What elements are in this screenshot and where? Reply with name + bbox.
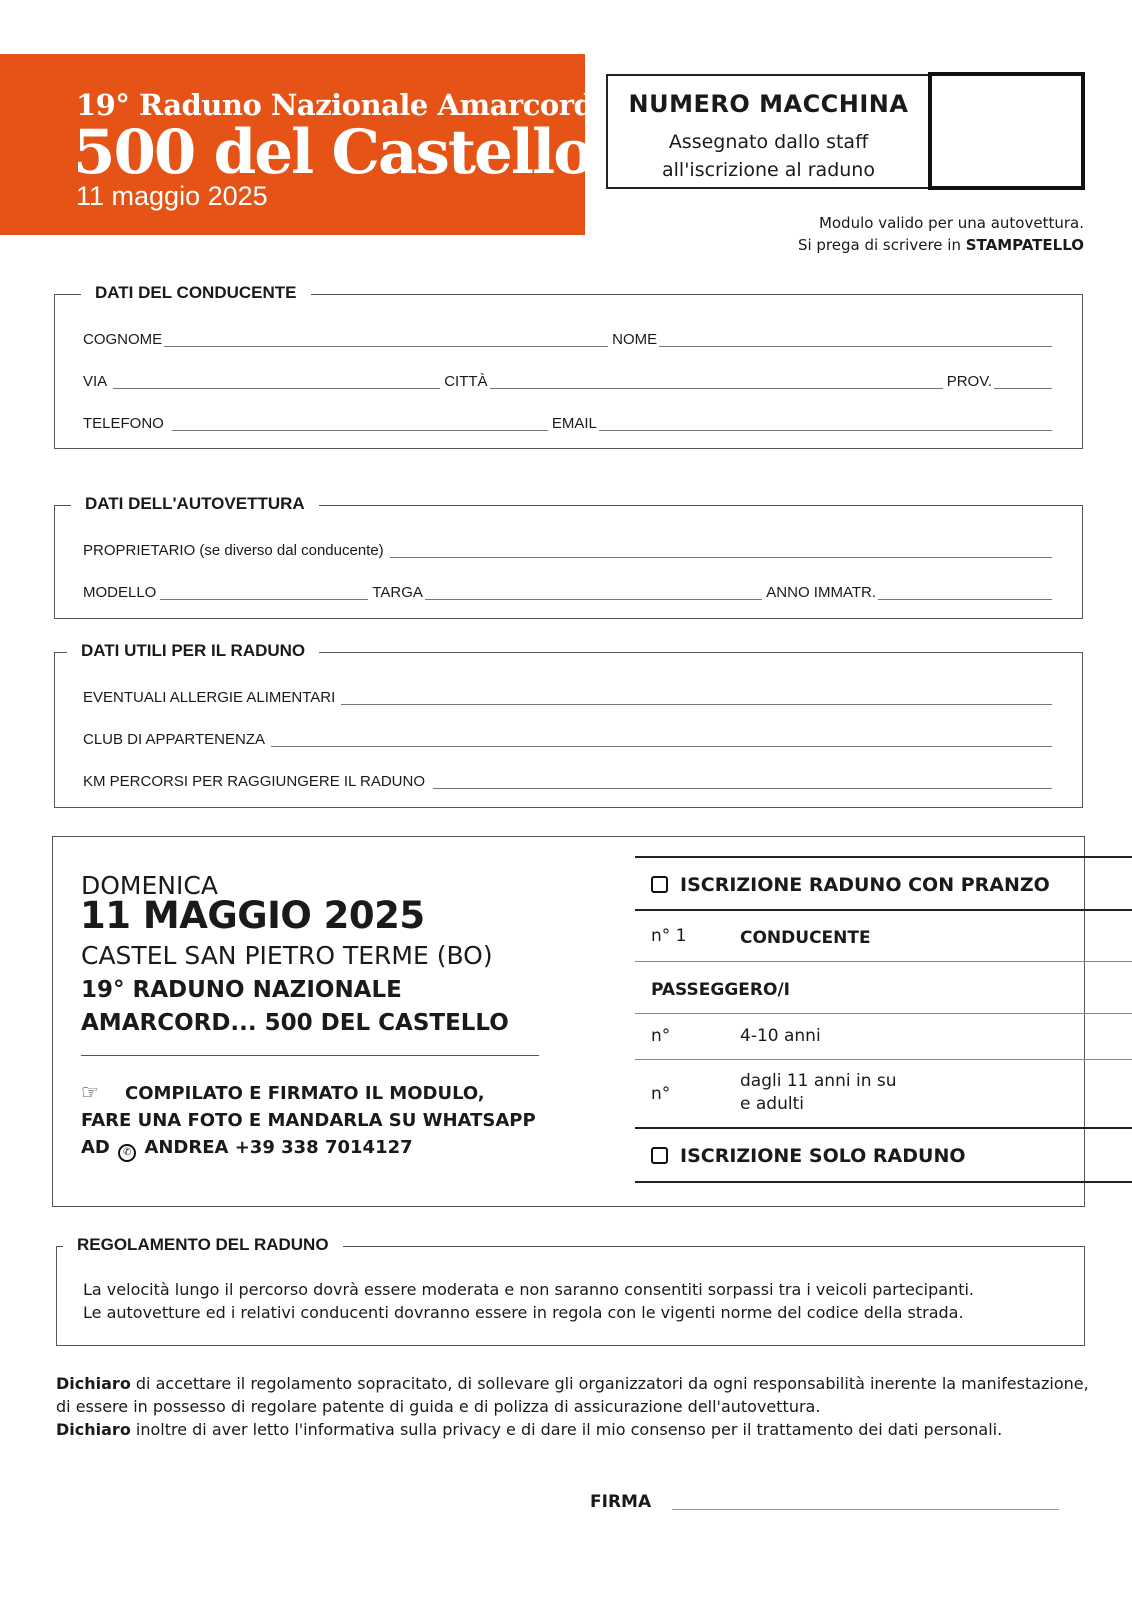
dichiarazione-line1: di accettare il regolamento sopracitato, di sollevare gli organizzatori da ogni responsabilità inerente la manifestazione, <box>130 1374 1089 1393</box>
section-utili-legend: DATI UTILI PER IL RADUNO <box>67 641 319 661</box>
passeggeri-4-10-label: 4-10 anni <box>740 1026 821 1046</box>
proprietario-label: PROPRIETARIO (se diverso dal conducente) <box>83 542 384 559</box>
row-contatti <box>83 409 1052 433</box>
telefono-field[interactable] <box>172 430 548 431</box>
dichiarazione-line3: inoltre di aver letto l'informativa sulla privacy e di dare il mio consenso per il trattamento dei dati personali. <box>130 1420 1003 1439</box>
dichiaro-1: Dichiaro <box>56 1374 131 1393</box>
targa-field[interactable] <box>425 599 762 600</box>
anno-field[interactable] <box>878 599 1052 600</box>
whatsapp-contact: ANDREA +39 338 7014127 <box>144 1137 413 1158</box>
via-field[interactable] <box>113 388 440 389</box>
dichiarazione-line2: di essere in possesso di regolare patente di guida e di polizza di assicurazione dell'autovettura. <box>56 1397 821 1416</box>
event-date-large: 11 MAGGIO 2025 <box>80 894 425 937</box>
email-label: EMAIL <box>551 415 597 432</box>
modello-label: MODELLO <box>83 584 157 601</box>
prov-label: PROV. <box>946 373 992 390</box>
event-name <box>81 974 509 1040</box>
club-label: CLUB DI APPARTENENZA <box>83 731 265 748</box>
section-utili <box>54 641 1083 808</box>
nome-field[interactable] <box>659 346 1052 347</box>
section-regolamento-legend: REGOLAMENTO DEL RADUNO <box>63 1235 343 1255</box>
km-label: KM PERCORSI PER RAGGIUNGERE IL RADUNO <box>83 773 425 790</box>
proprietario-field[interactable] <box>390 557 1052 558</box>
note-stampatello: STAMPATELLO <box>965 236 1084 254</box>
km-field[interactable] <box>433 788 1052 789</box>
telefono-label: TELEFONO <box>83 415 164 432</box>
note-line2 <box>798 234 1084 256</box>
regolamento-line2: Le autovetture ed i relativi conducenti dovranno essere in regola con le vigenti norme del codice della strada. <box>83 1303 964 1322</box>
prov-field[interactable] <box>994 388 1052 389</box>
instructions <box>81 1079 536 1162</box>
conducente-label: CONDUCENTE <box>740 928 871 948</box>
option-solo-raduno[interactable] <box>651 1145 966 1167</box>
numero-macchina-field[interactable] <box>928 72 1085 190</box>
note-line1: Modulo valido per una autovettura. <box>818 214 1084 232</box>
passeggeri-adulti-label <box>740 1070 897 1116</box>
citta-field[interactable] <box>490 388 943 389</box>
cognome-field[interactable] <box>164 346 608 347</box>
email-field[interactable] <box>599 430 1052 431</box>
note-line2-prefix: Si prega di scrivere in <box>797 236 966 254</box>
instructions-line2: FARE UNA FOTO E MANDARLA SU WHATSAPP <box>81 1110 536 1131</box>
dichiaro-2: Dichiaro <box>56 1420 131 1439</box>
passeggeri-adulti-count[interactable]: n° <box>651 1084 671 1104</box>
allergie-field[interactable] <box>341 704 1052 705</box>
divider <box>81 1055 539 1056</box>
regolamento-text <box>83 1278 974 1324</box>
numero-macchina-box <box>606 74 929 189</box>
club-field[interactable] <box>271 746 1052 747</box>
option-solo-raduno-label: ISCRIZIONE SOLO RADUNO <box>680 1145 966 1167</box>
section-conducente-legend: DATI DEL CONDUCENTE <box>81 283 311 303</box>
numero-macchina-line2: all'iscrizione al raduno <box>662 159 875 181</box>
pointing-hand-icon: ☞ <box>81 1080 99 1104</box>
event-date: 11 maggio 2025 <box>76 181 268 211</box>
row-km <box>83 767 1052 791</box>
instructions-line3-prefix: AD <box>81 1137 110 1158</box>
option-raduno-pranzo[interactable] <box>651 874 1050 896</box>
numero-macchina-line1: Assegnato dallo staff <box>668 131 869 153</box>
targa-label: TARGA <box>372 584 423 601</box>
row-allergie <box>83 683 1052 707</box>
passeggeri-4-10-count[interactable]: n° <box>651 1026 671 1046</box>
regolamento-line1: La velocità lungo il percorso dovrà essere moderata e non saranno consentiti sorpassi tra i veicoli partecipanti. <box>83 1280 975 1299</box>
event-day: DOMENICA <box>81 871 218 900</box>
modello-field[interactable] <box>160 599 368 600</box>
event-subtitle: 19° Raduno Nazionale Amarcord <box>76 88 594 122</box>
row-proprietario <box>83 536 1052 560</box>
option-raduno-pranzo-label: ISCRIZIONE RADUNO CON PRANZO <box>680 874 1050 896</box>
form-note <box>798 212 1084 256</box>
citta-label: CITTÀ <box>444 373 488 390</box>
conducente-count: n° 1 <box>651 926 687 946</box>
passeggeri-label: PASSEGGERO/I <box>651 980 790 1000</box>
row-veicolo <box>83 578 1052 602</box>
passeggeri-adulti-line1: dagli 11 anni in su <box>740 1071 897 1091</box>
whatsapp-icon: ✆ <box>118 1144 136 1162</box>
numero-macchina-note <box>608 128 929 184</box>
event-title: 500 del Castello <box>73 117 592 188</box>
section-autovettura-legend: DATI DELL'AUTOVETTURA <box>71 494 319 514</box>
firma-field[interactable] <box>672 1509 1059 1510</box>
numero-macchina-title: NUMERO MACCHINA <box>628 90 909 118</box>
row-indirizzo <box>83 367 1052 391</box>
nome-label: NOME <box>612 331 658 348</box>
event-name-line2: AMARCORD... 500 DEL CASTELLO <box>81 1010 509 1036</box>
checkbox-icon[interactable] <box>651 876 668 893</box>
section-autovettura <box>54 494 1083 619</box>
row-club <box>83 725 1052 749</box>
via-label: VIA <box>83 373 108 390</box>
section-conducente <box>54 283 1083 449</box>
row-cognome-nome <box>83 325 1052 349</box>
event-name-line1: 19° RADUNO NAZIONALE <box>81 977 402 1003</box>
event-info-box <box>52 836 1085 1207</box>
event-place: CASTEL SAN PIETRO TERME (BO) <box>81 941 493 970</box>
header-banner <box>0 54 594 235</box>
cognome-label: COGNOME <box>83 331 163 348</box>
firma-label: FIRMA <box>590 1492 652 1512</box>
dichiarazione <box>56 1372 1089 1441</box>
instructions-line1: COMPILATO E FIRMATO IL MODULO, <box>125 1083 485 1104</box>
anno-label: ANNO IMMATR. <box>766 584 876 601</box>
checkbox-icon[interactable] <box>651 1147 668 1164</box>
allergie-label: EVENTUALI ALLERGIE ALIMENTARI <box>83 689 336 706</box>
section-regolamento <box>56 1235 1085 1346</box>
passeggeri-adulti-line2: e adulti <box>740 1094 804 1114</box>
